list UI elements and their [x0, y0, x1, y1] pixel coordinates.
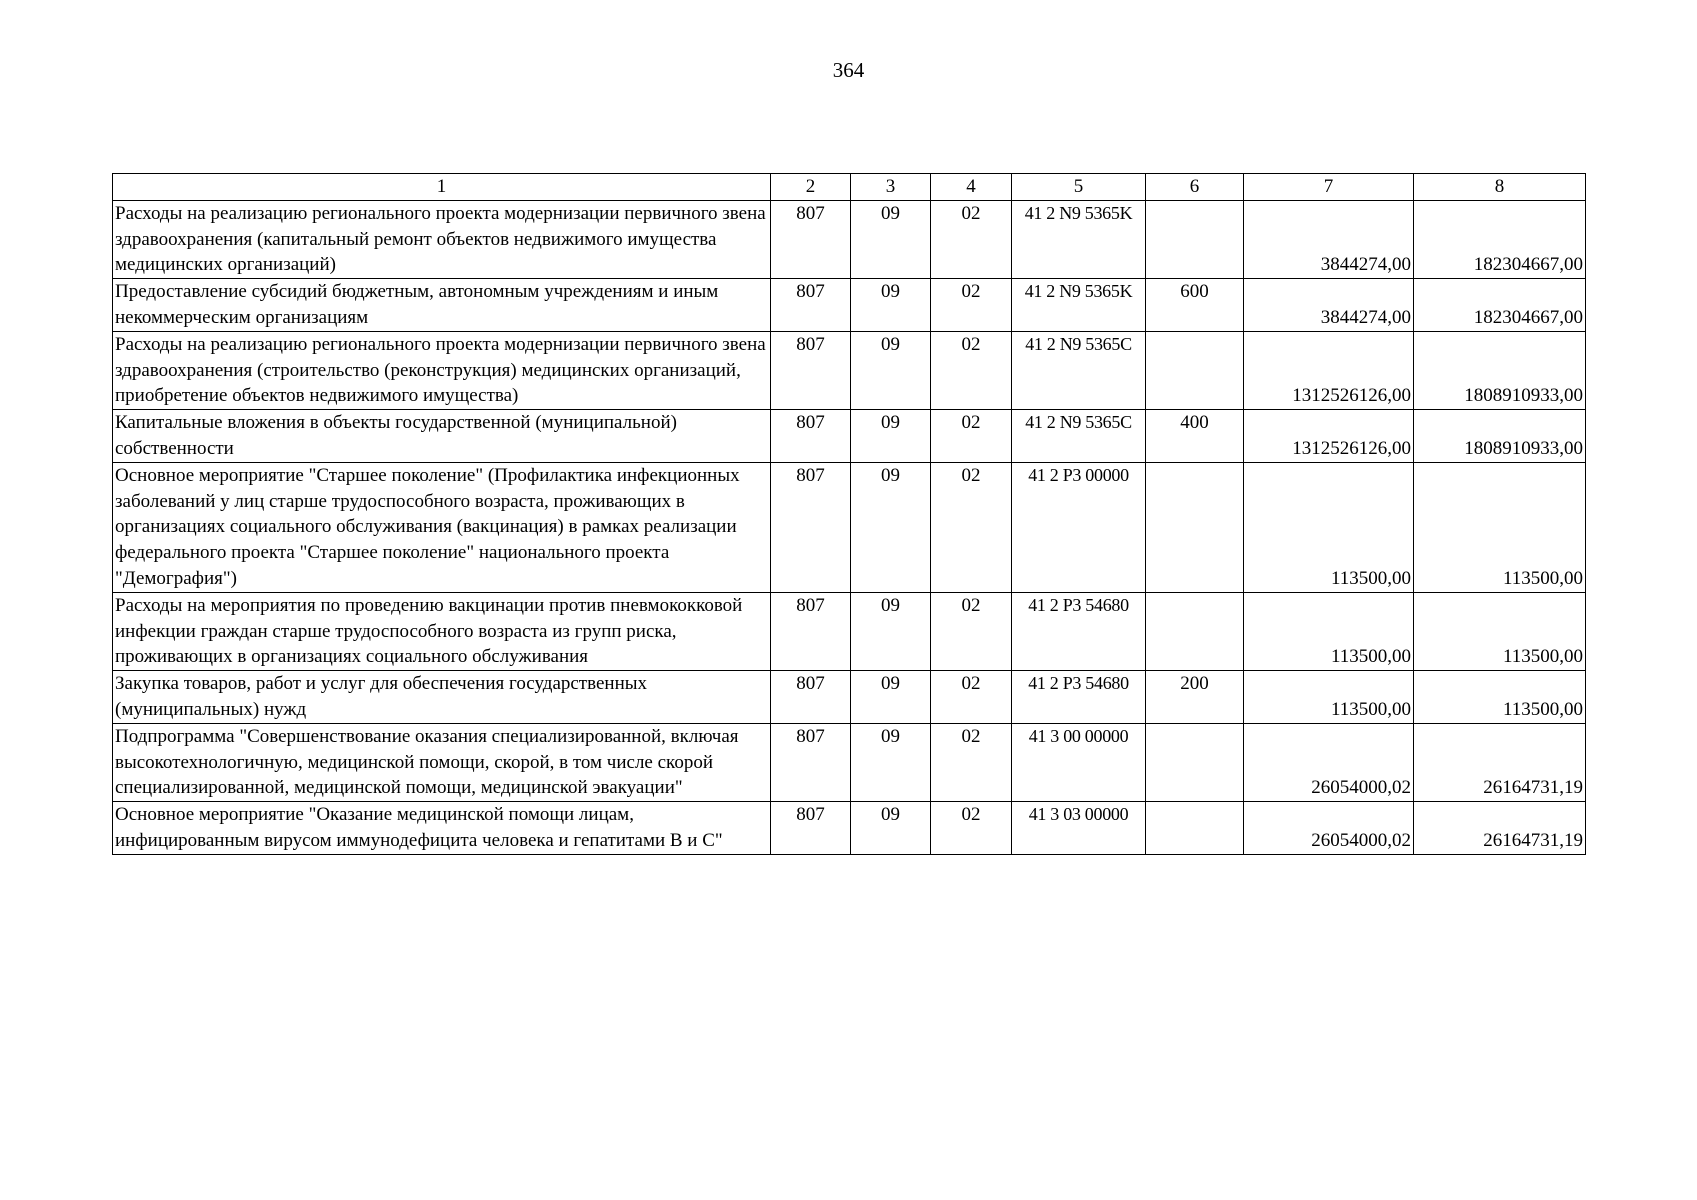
row-sum-2023-cell: 113500,00: [1414, 671, 1586, 724]
row-vr-cell: 600: [1146, 279, 1244, 332]
row-gr-cell: 807: [771, 200, 851, 278]
row-gr-cell: 807: [771, 723, 851, 801]
row-csr-cell: 41 2 N9 5365K: [1012, 279, 1146, 332]
row-name-cell: Расходы на реализацию регионального проекта модернизации первичного звена здравоохранения (строительство (реконструкция) медицинских организаций, приобретение объектов недвижимого имущества): [113, 331, 771, 409]
row-rz-cell: 09: [851, 671, 931, 724]
header-cell: 7: [1244, 174, 1414, 201]
row-sum-2023-cell: 182304667,00: [1414, 279, 1586, 332]
row-vr-cell: [1146, 592, 1244, 670]
header-cell: 6: [1146, 174, 1244, 201]
table-row: [113, 462, 1586, 592]
row-name-cell: Предоставление субсидий бюджетным, автономным учреждениям и иным некоммерческим организациям: [113, 279, 771, 332]
row-name-cell: Расходы на реализацию регионального проекта модернизации первичного звена здравоохранения (капитальный ремонт объектов недвижимого имущества медицинских организаций): [113, 200, 771, 278]
row-rz-cell: 09: [851, 331, 931, 409]
row-vr-cell: 200: [1146, 671, 1244, 724]
row-sum-2023-cell: 1808910933,00: [1414, 331, 1586, 409]
row-pr-cell: 02: [931, 592, 1012, 670]
row-sum-2022-cell: 1312526126,00: [1244, 331, 1414, 409]
row-name-cell: Подпрограмма "Совершенствование оказания специализированной, включая высокотехнологичную, медицинской помощи, скорой, в том числе скорой специализированной, медицинской помощи, медицинской эвакуации": [113, 723, 771, 801]
row-csr-cell: 41 2 P3 54680: [1012, 671, 1146, 724]
table-row: [113, 802, 1586, 855]
row-gr-cell: 807: [771, 331, 851, 409]
row-rz-cell: 09: [851, 410, 931, 463]
row-pr-cell: 02: [931, 200, 1012, 278]
row-sum-2022-cell: 113500,00: [1244, 462, 1414, 592]
row-rz-cell: 09: [851, 462, 931, 592]
table-row: [113, 279, 1586, 332]
row-sum-2023-cell: 182304667,00: [1414, 200, 1586, 278]
row-sum-2022-cell: 26054000,02: [1244, 802, 1414, 855]
row-gr-cell: 807: [771, 592, 851, 670]
table-row: [113, 671, 1586, 724]
row-sum-2023-cell: 26164731,19: [1414, 723, 1586, 801]
row-sum-2023-cell: 113500,00: [1414, 462, 1586, 592]
row-vr-cell: [1146, 802, 1244, 855]
row-name-cell: Основное мероприятие "Оказание медицинской помощи лицам, инфицированным вирусом иммунодефицита человека и гепатитами В и С": [113, 802, 771, 855]
row-csr-cell: 41 2 N9 5365C: [1012, 331, 1146, 409]
table-row: [113, 410, 1586, 463]
row-gr-cell: 807: [771, 410, 851, 463]
row-pr-cell: 02: [931, 671, 1012, 724]
row-vr-cell: 400: [1146, 410, 1244, 463]
row-vr-cell: [1146, 723, 1244, 801]
row-csr-cell: 41 2 P3 00000: [1012, 462, 1146, 592]
row-sum-2022-cell: 3844274,00: [1244, 279, 1414, 332]
row-name-cell: Закупка товаров, работ и услуг для обеспечения государственных (муниципальных) нужд: [113, 671, 771, 724]
row-sum-2022-cell: 113500,00: [1244, 592, 1414, 670]
row-csr-cell: 41 2 P3 54680: [1012, 592, 1146, 670]
row-gr-cell: 807: [771, 802, 851, 855]
row-rz-cell: 09: [851, 723, 931, 801]
row-name-cell: Основное мероприятие "Старшее поколение" (Профилактика инфекционных заболеваний у лиц старше трудоспособного возраста, проживающих в организациях социального обслуживания (вакцинация) в рамках реализации федерального проекта "Старшее поколение" национального проекта "Демография"): [113, 462, 771, 592]
row-vr-cell: [1146, 331, 1244, 409]
table-row: [113, 592, 1586, 670]
row-csr-cell: 41 2 N9 5365C: [1012, 410, 1146, 463]
header-cell: 3: [851, 174, 931, 201]
page-number: 364: [832, 58, 865, 82]
row-gr-cell: 807: [771, 462, 851, 592]
row-rz-cell: 09: [851, 592, 931, 670]
row-pr-cell: 02: [931, 331, 1012, 409]
row-sum-2022-cell: 3844274,00: [1244, 200, 1414, 278]
row-name-cell: Расходы на мероприятия по проведению вакцинации против пневмококковой инфекции граждан старше трудоспособного возраста из групп риска, проживающих в организациях социального обслуживания: [113, 592, 771, 670]
table-row: [113, 723, 1586, 801]
row-pr-cell: 02: [931, 462, 1012, 592]
row-vr-cell: [1146, 462, 1244, 592]
row-sum-2022-cell: 113500,00: [1244, 671, 1414, 724]
row-sum-2022-cell: 1312526126,00: [1244, 410, 1414, 463]
header-row: [113, 174, 1586, 201]
row-name-cell: Капитальные вложения в объекты государственной (муниципальной) собственности: [113, 410, 771, 463]
table-row: [113, 331, 1586, 409]
row-csr-cell: 41 2 N9 5365K: [1012, 200, 1146, 278]
row-pr-cell: 02: [931, 410, 1012, 463]
row-rz-cell: 09: [851, 200, 931, 278]
table-row: [113, 200, 1586, 278]
header-cell: 8: [1414, 174, 1586, 201]
header-cell: 5: [1012, 174, 1146, 201]
row-rz-cell: 09: [851, 802, 931, 855]
row-rz-cell: 09: [851, 279, 931, 332]
row-gr-cell: 807: [771, 279, 851, 332]
row-pr-cell: 02: [931, 723, 1012, 801]
row-csr-cell: 41 3 03 00000: [1012, 802, 1146, 855]
row-gr-cell: 807: [771, 671, 851, 724]
row-sum-2022-cell: 26054000,02: [1244, 723, 1414, 801]
row-sum-2023-cell: 113500,00: [1414, 592, 1586, 670]
row-vr-cell: [1146, 200, 1244, 278]
row-csr-cell: 41 3 00 00000: [1012, 723, 1146, 801]
row-pr-cell: 02: [931, 802, 1012, 855]
row-sum-2023-cell: 1808910933,00: [1414, 410, 1586, 463]
row-pr-cell: 02: [931, 279, 1012, 332]
header-cell: 2: [771, 174, 851, 201]
row-sum-2023-cell: 26164731,19: [1414, 802, 1586, 855]
header-cell: 1: [113, 174, 771, 201]
budget-table: [112, 173, 1586, 855]
header-cell: 4: [931, 174, 1012, 201]
